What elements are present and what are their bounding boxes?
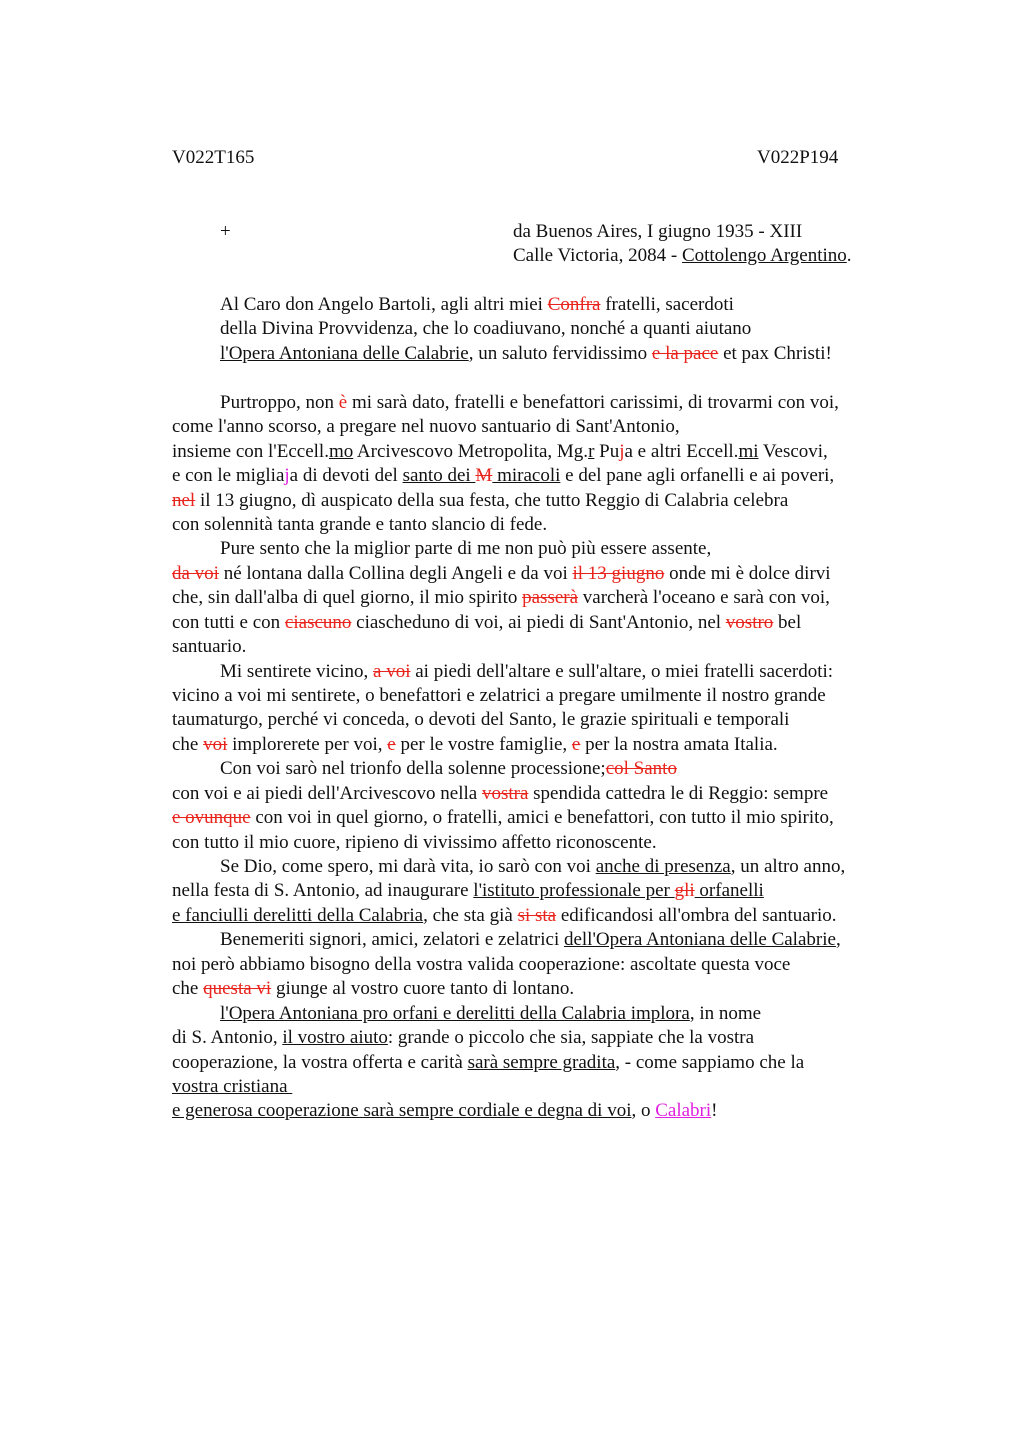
paragraph-6-line-3: che questa vi giunge al vostro cuore tanto di lontano. xyxy=(172,978,575,999)
paragraph-3-line-1: Mi sentirete vicino, a voi ai piedi dell'altare e sull'altare, o miei fratelli sacerdoti: xyxy=(220,661,834,682)
greeting-line-1: Al Caro don Angelo Bartoli, agli altri miei Confra fratelli, sacerdoti xyxy=(220,294,734,315)
paragraph-1-line-1: Purtroppo, non è mi sarà dato, fratelli e benefattori carissimi, di trovarmi con voi, xyxy=(220,392,839,413)
paragraph-7-line-1: l'Opera Antoniana pro orfani e derelitti della Calabria implora, in nome xyxy=(220,1003,762,1024)
organization-name: Cottolengo Argentino xyxy=(681,245,847,266)
paragraph-1-line-2: come l'anno scorso, a pregare nel nuovo santuario di Sant'Antonio, xyxy=(172,416,680,437)
paragraph-6-line-1: Benemeriti signori, amici, zelatori e zelatrici dell'Opera Antoniana delle Calabrie, xyxy=(220,929,841,950)
deleted-text: Confra xyxy=(547,294,601,315)
paragraph-4-line-2: con voi e ai piedi dell'Arcivescovo nella vostra spendida cattedra le di Reggio: sempre xyxy=(172,783,829,804)
paragraph-3-line-2: vicino a voi mi sentirete, o benefattori e zelatrici a pregare umilmente il nostro grande xyxy=(172,685,826,706)
paragraph-3-line-3: taumaturgo, perché vi conceda, o devoti del Santo, le grazie spirituali e temporali xyxy=(172,709,790,730)
address-line: Calle Victoria, 2084 - Cottolengo Argentino. xyxy=(513,245,852,266)
place-date: da Buenos Aires, I giugno 1935 - XIII xyxy=(513,221,803,242)
paragraph-5-line-2: nella festa di S. Antonio, ad inaugurare l'istituto professionale per gli orfanelli xyxy=(172,880,764,901)
paragraph-2-line-3: che, sin dall'alba di quel giorno, il mio spirito passerà varcherà l'oceano e sarà con voi, xyxy=(172,587,830,608)
paragraph-3-line-4: che voi implorerete per voi, e per le vostre famiglie, e per la nostra amata Italia. xyxy=(172,734,778,755)
paragraph-1-line-4: e con le migliaja di devoti del santo dei M miracoli e del pane agli orfanelli e ai poveri, xyxy=(172,465,835,486)
paragraph-2-line-1: Pure sento che la miglior parte di me non può più essere assente, xyxy=(220,538,712,559)
greeting-line-3: l'Opera Antoniana delle Calabrie, un saluto fervidissimo e la pace et pax Christi! xyxy=(220,343,832,364)
paragraph-7-line-5: e generosa cooperazione sarà sempre cordiale e degna di voi, o Calabri! xyxy=(172,1100,718,1121)
cross-mark: + xyxy=(220,221,231,242)
paragraph-5-line-1: Se Dio, come spero, mi darà vita, io sarò con voi anche di presenza, un altro anno, xyxy=(220,856,846,877)
greeting-line-2: della Divina Provvidenza, che lo coadiuvano, nonché a quanti aiutano xyxy=(220,318,752,339)
paragraph-1-line-6: con solennità tanta grande e tanto slancio di fede. xyxy=(172,514,548,535)
paragraph-1-line-5: nel il 13 giugno, dì auspicato della sua festa, che tutto Reggio di Calabria celebra xyxy=(172,490,789,511)
paragraph-2-line-5: santuario. xyxy=(172,636,247,657)
paragraph-7-line-3: cooperazione, la vostra offerta e carità sarà sempre gradita, - come sappiamo che la xyxy=(172,1052,805,1073)
paragraph-7-line-2: di S. Antonio, il vostro aiuto: grande o piccolo che sia, sappiate che la vostra xyxy=(172,1027,755,1048)
paragraph-2-line-2: da voi né lontana dalla Collina degli Angeli e da voi il 13 giugno onde mi è dolce dirvi xyxy=(172,563,831,584)
paragraph-4-line-4: con tutto il mio cuore, ripieno di vivissimo affetto riconoscente. xyxy=(172,832,657,853)
deleted-text: e la pace xyxy=(651,343,719,364)
document-code-left: V022T165 xyxy=(172,147,255,168)
paragraph-4-line-3: e ovunque con voi in quel giorno, o fratelli, amici e benefattori, con tutto il mio spirito, xyxy=(172,807,834,828)
paragraph-2-line-4: con tutti e con ciascuno ciascheduno di voi, ai piedi di Sant'Antonio, nel vostro bel xyxy=(172,612,802,633)
paragraph-5-line-3: e fanciulli derelitti della Calabria, che sta già si sta edificandosi all'ombra del santuario. xyxy=(172,905,837,926)
paragraph-6-line-2: noi però abbiamo bisogno della vostra valida cooperazione: ascoltate questa voce xyxy=(172,954,791,975)
document-code-right: V022P194 xyxy=(757,147,839,168)
paragraph-4-line-1: Con voi sarò nel trionfo della solenne processione;col Santo xyxy=(220,758,677,779)
paragraph-7-line-4: vostra cristiana xyxy=(172,1076,293,1097)
paragraph-1-line-3: insieme con l'Eccell.mo Arcivescovo Metropolita, Mg.r Puja e altri Eccell.mi Vescovi, xyxy=(172,441,828,462)
